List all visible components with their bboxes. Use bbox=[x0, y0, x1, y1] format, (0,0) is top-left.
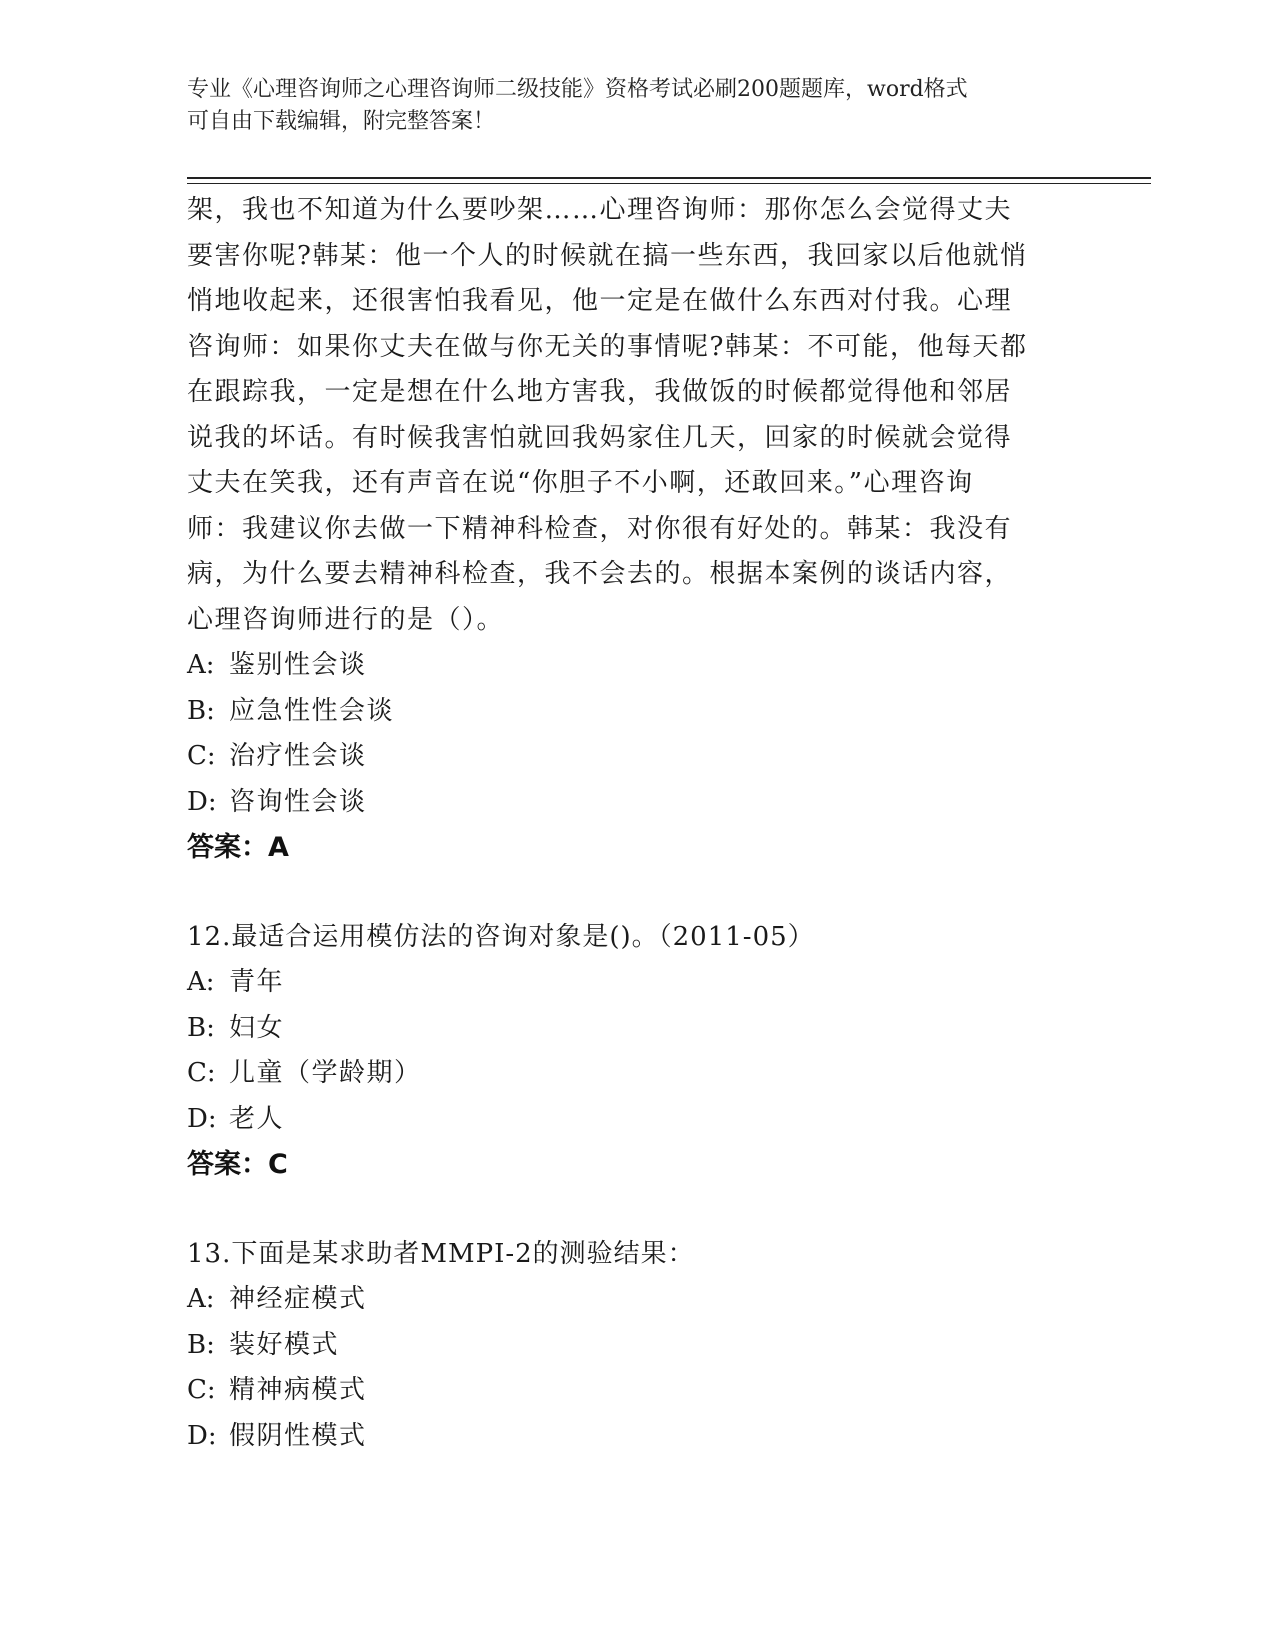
option-key: D: bbox=[187, 1103, 217, 1134]
option-text: 精神病模式 bbox=[229, 1375, 367, 1405]
option-b bbox=[187, 1006, 1087, 1052]
option-c bbox=[187, 1368, 1087, 1414]
option-d bbox=[187, 780, 1087, 826]
passage-line: 说我的坏话。有时候我害怕就回我妈家住几天，回家的时候就会觉得 bbox=[187, 422, 1013, 453]
option-b bbox=[187, 689, 1087, 735]
passage-line: 病，为什么要去精神科检查，我不会去的。根据本案例的谈话内容， bbox=[187, 559, 1013, 589]
passage-line: 师：我建议你去做一下精神科检查，对你很有好处的。韩某：我没有 bbox=[187, 513, 1013, 544]
option-key: C: bbox=[187, 1375, 216, 1405]
option-key: D: bbox=[187, 1420, 217, 1451]
option-key: B: bbox=[187, 1012, 215, 1043]
option-text: 装好模式 bbox=[229, 1329, 340, 1360]
option-c bbox=[187, 734, 1087, 780]
passage-line: 丈夫在笑我，还有声音在说“你胆子不小啊，还敢回来。”心理咨询 bbox=[187, 468, 974, 498]
answer-label: 答案：C bbox=[187, 1149, 288, 1180]
option-a bbox=[187, 960, 1087, 1006]
option-b bbox=[187, 1323, 1087, 1369]
option-key: D: bbox=[187, 786, 217, 817]
option-d bbox=[187, 1414, 1087, 1460]
passage-line: 悄地收起来，还很害怕我看见，他一定是在做什么东西对付我。心理 bbox=[187, 286, 1013, 316]
option-a bbox=[187, 1277, 1087, 1323]
option-key: C: bbox=[187, 741, 216, 771]
option-text: 应急性性会谈 bbox=[229, 695, 395, 726]
option-text: 妇女 bbox=[229, 1012, 285, 1043]
option-text: 假阴性模式 bbox=[229, 1420, 367, 1451]
header-divider-thin bbox=[187, 183, 1151, 184]
option-text: 神经症模式 bbox=[229, 1284, 367, 1314]
passage-line: 要害你呢?韩某：他一个人的时候就在搞一些东西，我回家以后他就悄 bbox=[187, 240, 1028, 271]
option-key: A: bbox=[187, 1284, 215, 1314]
option-c bbox=[187, 1051, 1087, 1097]
question-stem: 12.最适合运用模仿法的咨询对象是()。（2011-05） bbox=[187, 921, 815, 952]
option-key: B: bbox=[187, 695, 215, 726]
option-text: 儿童（学龄期） bbox=[229, 1058, 422, 1088]
header-title-line-2: 可自由下载编辑，附完整答案！ bbox=[187, 109, 496, 134]
question-stem: 13.下面是某求助者MMPI-2的测验结果： bbox=[187, 1238, 695, 1269]
option-text: 老人 bbox=[229, 1103, 285, 1134]
header-title-line-1: 专业《心理咨询师之心理咨询师二级技能》资格考试必刷200题题库，word格式 bbox=[187, 77, 968, 102]
header-divider-thick bbox=[187, 177, 1151, 179]
answer-label: 答案：A bbox=[187, 832, 289, 863]
passage-line: 心理咨询师进行的是（）。 bbox=[187, 604, 505, 635]
option-a bbox=[187, 643, 1087, 689]
question-12 bbox=[187, 915, 1087, 1188]
spacer bbox=[187, 1188, 1087, 1232]
passage-line: 咨询师：如果你丈夫在做与你无关的事情呢?韩某：不可能，他每天都 bbox=[187, 331, 1028, 362]
option-key: B: bbox=[187, 1329, 215, 1360]
option-d bbox=[187, 1097, 1087, 1143]
passage-line: 架，我也不知道为什么要吵架……心理咨询师：那你怎么会觉得丈夫 bbox=[187, 195, 1013, 225]
option-key: A: bbox=[187, 650, 215, 680]
passage-line: 在跟踪我，一定是想在什么地方害我，我做饭的时候都觉得他和邻居 bbox=[187, 377, 1013, 407]
case-passage bbox=[187, 188, 1087, 643]
question-13 bbox=[187, 1232, 1087, 1460]
option-text: 青年 bbox=[229, 967, 285, 997]
option-key: C: bbox=[187, 1058, 216, 1088]
document-body bbox=[187, 188, 1087, 1459]
question-11-options bbox=[187, 643, 1087, 871]
spacer bbox=[187, 871, 1087, 915]
option-key: A: bbox=[187, 967, 215, 997]
option-text: 治疗性会谈 bbox=[229, 741, 367, 771]
option-text: 咨询性会谈 bbox=[229, 786, 367, 817]
option-text: 鉴别性会谈 bbox=[229, 650, 367, 680]
document-header bbox=[187, 74, 1067, 138]
